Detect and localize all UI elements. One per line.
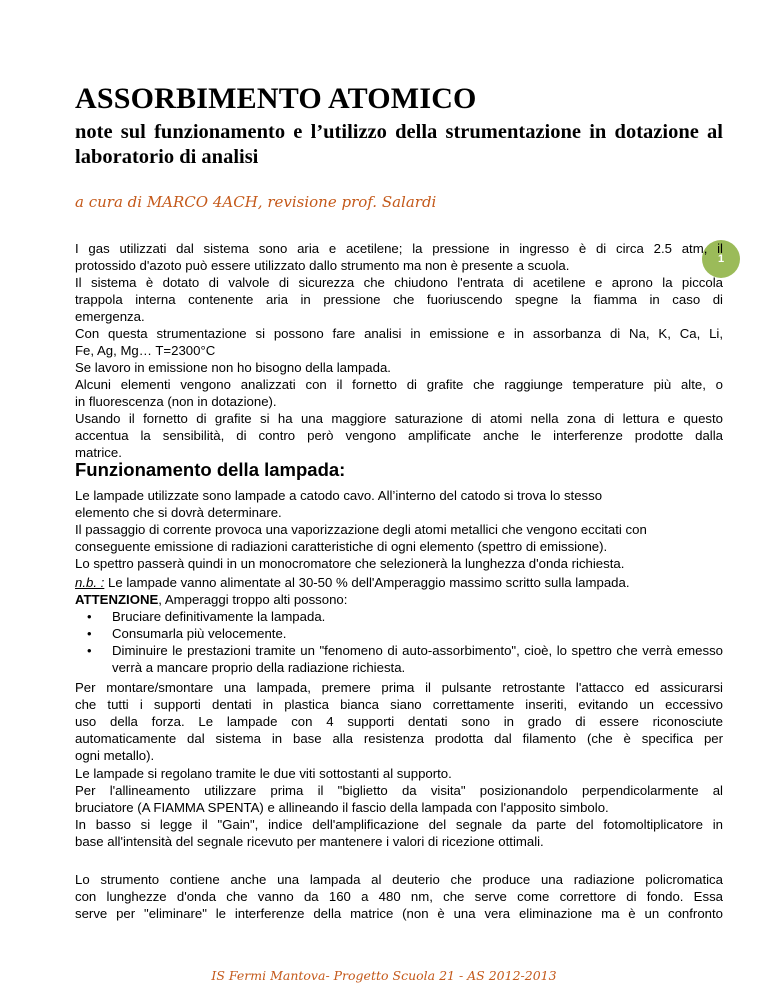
attention-text: , Amperaggi troppo alti possono: [158,592,348,607]
intro-line: Fe, Ag, Mg… T=2300°C [75,343,216,358]
bullet-item: • Diminuire le prestazioni tramite un "fenomeno di auto-assorbimento", cioè, lo spettro che verrà emesso verrà a mancare proprio della radiazione richiesta. [75,642,723,676]
deuterium-line: con lunghezze d'onda che vanno da 160 a 480 nm, che serve come correttore di fondo. Essa [75,889,723,904]
lamp-line: elemento che si dovrà determinare. [75,505,282,520]
lamp-line: conseguente emissione di radiazioni caratteristiche di ogni elemento (spettro di emissione). [75,539,608,554]
bullet-item: • Bruciare definitivamente la lampada. [75,608,723,625]
nb-label: n.b. : [75,575,105,590]
intro-line: accentua la sensibilità, di contro però vengono amplificate anche le interferenze prodotte dalla [75,428,723,443]
adjust-line: Le lampade si regolano tramite le due viti sottostanti al supporto. [75,766,452,781]
mount-line: uso della forza. Le lampade con 4 supporti dentati sono in grado di essere riconosciute [75,714,723,729]
attention-bullet-list [75,608,723,676]
mount-line: ogni metallo). [75,748,155,763]
lamp-line: Lo spettro passerà quindi in un monocromatore che selezionerà la lunghezza d'onda richiesta. [75,556,625,571]
adjust-line: Per l'allineamento utilizzare prima il "biglietto da visita" posizionandolo perpendicolarmente al [75,783,723,798]
page-number-badge: 1 [702,240,740,278]
intro-line: trappola interna contenente aria in pressione che fuoriuscendo spegne la fiamma in caso di [75,292,723,307]
intro-line: Alcuni elementi vengono analizzati con il fornetto di grafite che raggiunge temperature più alte, o [75,377,723,392]
nb-line [75,574,723,591]
mount-paragraph [75,679,723,764]
author-credit: a cura di MARCO 4ACH, revisione prof. Salardi [75,193,437,211]
intro-line: Il sistema è dotato di valvole di sicurezza che chiudono l'entrata di acetilene e aprono la piccola [75,275,723,290]
mount-line: automaticamente dal sistema in base alla resistenza prodotta dal filamento (che è specifica per [75,731,723,746]
intro-line: Usando il fornetto di grafite si ha una maggiore saturazione di atomi nella zona di lettura e questo [75,411,723,426]
intro-line: I gas utilizzati dal sistema sono aria e acetilene; la pressione in ingresso è di circa 2.5 atm, il [75,241,723,256]
deuterium-line: serve per "eliminare" le interferenze della matrice (non è una vera eliminazione ma è un confronto [75,906,723,921]
adjust-line: In basso si legge il "Gain", indice dell'amplificazione del segnale da parte del fotomoltiplicatore in [75,817,723,832]
nb-text: Le lampade vanno alimentate al 30-50 % dell'Amperaggio massimo scritto sulla lampada. [104,575,630,590]
deuterium-paragraph [75,871,723,922]
mount-line: Per montare/smontare una lampada, premere prima il pulsante retrostante l'attacco ed assicurarsi [75,680,723,695]
mount-line: che tutti i supporti dentati in plastica bianca siano correttamente inseriti, evitando un eccessivo [75,697,723,712]
intro-line: protossido d'azoto può essere utilizzato dallo strumento ma non è presente a scuola. [75,258,570,273]
intro-line: Se lavoro in emissione non ho bisogno della lampada. [75,360,391,375]
intro-line: in fluorescenza (non in dotazione). [75,394,277,409]
intro-paragraph [75,240,723,461]
deuterium-line: Lo strumento contiene anche una lampada al deuterio che produce una radiazione policromatica [75,872,723,887]
lamp-line: Le lampade utilizzate sono lampade a catodo cavo. All’interno del catodo si trova lo stesso [75,488,603,503]
adjust-paragraph [75,765,723,850]
adjust-line: bruciatore (A FIAMMA SPENTA) e allineando il fascio della lampada con l'apposito simbolo. [75,800,609,815]
intro-line: matrice. [75,445,122,460]
note-paragraph [75,574,723,608]
intro-line: Con questa strumentazione si possono fare analisi in emissione e in assorbanza di Na, K, Ca, Li, [75,326,723,341]
attention-label: ATTENZIONE [75,592,159,607]
adjust-line: base all'intensità del segnale ricevuto per mantenere i valori di ricezione ottimali. [75,834,544,849]
document-title: ASSORBIMENTO ATOMICO [75,82,477,115]
lamp-line: Il passaggio di corrente provoca una vaporizzazione degli atomi metallici che vengono eccitati con [75,522,647,537]
lamp-paragraph [75,487,723,572]
section-heading-lamp: Funzionamento della lampada: [75,459,346,480]
document-subtitle: note sul funzionamento e l’utilizzo della strumentazione in dotazione al laboratorio di analisi [75,121,723,168]
page-footer: IS Fermi Mantova- Progetto Scuola 21 - AS 2012-2013 [211,968,557,983]
attention-line [75,591,723,608]
bullet-item: • Consumarla più velocemente. [75,625,723,642]
intro-line: emergenza. [75,309,145,324]
